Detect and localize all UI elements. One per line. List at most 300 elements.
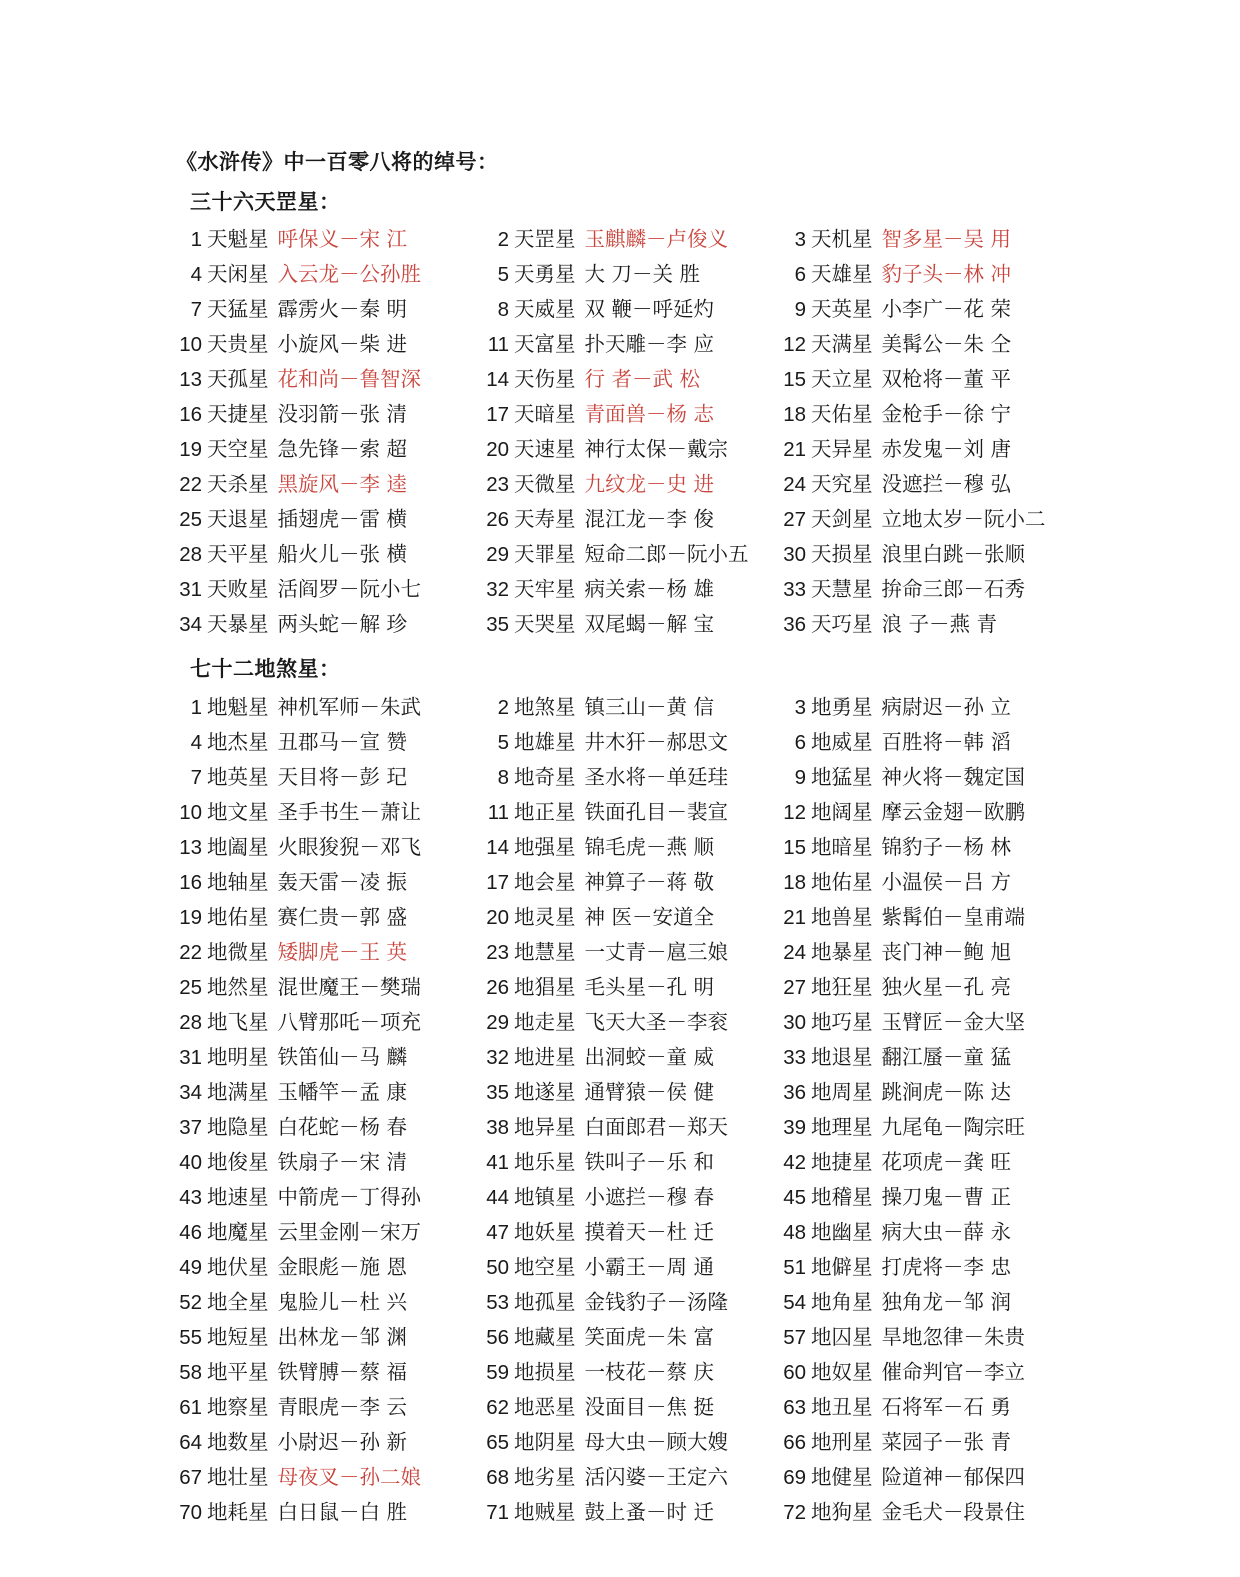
star-entry-nickname: 铁臂膊－蔡 福 — [277, 1359, 408, 1384]
star-entry — [483, 537, 749, 572]
star-entry-nickname: 浪里白跳－张顺 — [881, 542, 1025, 567]
star-entry-starname: 地明星 — [207, 1044, 269, 1069]
star-entry-starname: 天富星 — [514, 332, 576, 357]
star-entry-starname: 地健星 — [811, 1464, 873, 1489]
star-entry-nickname: 病大虫－薛 永 — [881, 1219, 1012, 1244]
star-entry — [780, 935, 1011, 970]
star-row — [0, 607, 1240, 642]
star-entry — [176, 1180, 421, 1215]
star-entry-index: 1 — [190, 228, 202, 252]
star-entry-index: 1 — [190, 695, 202, 719]
star-entry-nickname: 催命判官－李立 — [881, 1359, 1025, 1384]
star-entry-index: 4 — [190, 263, 202, 287]
star-row — [0, 935, 1240, 970]
star-entry-index: 28 — [179, 543, 202, 567]
star-entry-starname: 地暗星 — [811, 834, 873, 859]
star-entry — [176, 865, 407, 900]
star-row — [0, 1390, 1240, 1425]
star-entry-nickname: 铁叫子－乐 和 — [584, 1149, 715, 1174]
star-entry-nickname: 双枪将－董 平 — [881, 367, 1012, 392]
star-entry-index: 64 — [179, 1430, 202, 1454]
star-entry-index: 32 — [486, 1045, 509, 1069]
star-entry-index: 19 — [179, 905, 202, 929]
star-entry-index: 33 — [783, 1045, 806, 1069]
star-entry — [483, 1425, 728, 1460]
star-row — [0, 292, 1240, 327]
star-entry-index: 9 — [794, 765, 806, 789]
star-entry-starname: 天空星 — [207, 437, 269, 462]
star-entry — [483, 795, 728, 830]
star-entry-starname: 天平星 — [207, 542, 269, 567]
star-entry — [176, 222, 407, 257]
star-entry-starname: 天巧星 — [811, 612, 873, 637]
star-entry — [176, 725, 407, 760]
star-entry-index: 23 — [486, 473, 509, 497]
star-entry — [176, 1215, 421, 1250]
star-entry-starname: 地奴星 — [811, 1359, 873, 1384]
star-row — [0, 1285, 1240, 1320]
star-entry-index: 47 — [486, 1220, 509, 1244]
star-row — [0, 537, 1240, 572]
star-entry-index: 49 — [179, 1255, 202, 1279]
star-entry-starname: 地奇星 — [514, 764, 576, 789]
tiangang-star-list — [0, 222, 1240, 642]
star-entry-nickname: 智多星－吴 用 — [881, 227, 1012, 252]
star-entry-nickname: 浪 子－燕 青 — [881, 612, 998, 637]
star-entry-nickname: 八臂那吒－项充 — [277, 1009, 421, 1034]
star-entry-starname: 天捷星 — [207, 402, 269, 427]
star-entry-nickname: 独角龙－邹 润 — [881, 1289, 1012, 1314]
star-entry-nickname: 铁扇子－宋 清 — [277, 1149, 408, 1174]
star-entry-starname: 地佑星 — [207, 904, 269, 929]
star-entry — [780, 572, 1025, 607]
star-entry-starname: 地雄星 — [514, 729, 576, 754]
star-entry-index: 33 — [783, 578, 806, 602]
star-entry-nickname: 出洞蛟－童 威 — [584, 1044, 715, 1069]
star-entry — [780, 222, 1011, 257]
star-entry — [483, 1495, 714, 1530]
star-entry-starname: 地幽星 — [811, 1219, 873, 1244]
star-entry-index: 13 — [179, 368, 202, 392]
star-entry-index: 13 — [179, 835, 202, 859]
star-entry — [176, 572, 421, 607]
star-entry — [176, 362, 421, 397]
star-entry-index: 29 — [486, 1010, 509, 1034]
star-entry-nickname: 急先锋－索 超 — [277, 437, 408, 462]
star-entry — [780, 1145, 1011, 1180]
star-row — [0, 327, 1240, 362]
star-entry — [483, 1180, 714, 1215]
star-entry-starname: 天退星 — [207, 507, 269, 532]
star-entry-starname: 地阖星 — [207, 834, 269, 859]
star-entry — [780, 725, 1011, 760]
star-entry-starname: 天究星 — [811, 472, 873, 497]
star-entry-nickname: 神火将－魏定国 — [881, 764, 1025, 789]
star-row — [0, 257, 1240, 292]
star-entry-index: 32 — [486, 578, 509, 602]
star-entry-starname: 地耗星 — [207, 1499, 269, 1524]
star-entry-index: 17 — [486, 403, 509, 427]
star-entry-starname: 天威星 — [514, 297, 576, 322]
star-entry-starname: 地贼星 — [514, 1499, 576, 1524]
star-entry-starname: 地僻星 — [811, 1254, 873, 1279]
star-entry-starname: 地镇星 — [514, 1184, 576, 1209]
star-entry — [780, 467, 1011, 502]
star-entry-starname: 天剑星 — [811, 507, 873, 532]
star-entry-index: 7 — [190, 298, 202, 322]
star-entry — [483, 1355, 714, 1390]
star-entry-index: 30 — [783, 543, 806, 567]
star-entry — [176, 760, 407, 795]
star-entry-starname: 天孤星 — [207, 367, 269, 392]
star-entry-starname: 地灵星 — [514, 904, 576, 929]
star-entry-starname: 地慧星 — [514, 939, 576, 964]
star-entry-nickname: 飞天大圣－李衮 — [584, 1009, 728, 1034]
star-entry-starname: 天罪星 — [514, 542, 576, 567]
star-entry-starname: 天罡星 — [514, 227, 576, 252]
star-entry-nickname: 轰天雷－凌 振 — [277, 869, 408, 894]
star-entry-index: 68 — [486, 1465, 509, 1489]
star-entry-nickname: 短命二郎－阮小五 — [584, 542, 749, 567]
star-row — [0, 830, 1240, 865]
star-entry — [483, 935, 728, 970]
star-entry-nickname: 呼保义－宋 江 — [277, 227, 408, 252]
star-entry-index: 55 — [179, 1325, 202, 1349]
star-row — [0, 502, 1240, 537]
star-entry-index: 18 — [783, 870, 806, 894]
star-entry-nickname: 船火儿－张 横 — [277, 542, 408, 567]
star-entry-nickname: 中箭虎－丁得孙 — [277, 1184, 421, 1209]
star-entry-index: 70 — [179, 1500, 202, 1524]
star-entry-index: 28 — [179, 1010, 202, 1034]
star-entry-index: 5 — [497, 730, 509, 754]
star-row — [0, 1075, 1240, 1110]
star-entry-starname: 天贵星 — [207, 332, 269, 357]
star-entry-starname: 地俊星 — [207, 1149, 269, 1174]
star-entry-index: 27 — [783, 975, 806, 999]
star-entry-nickname: 母大虫－顾大嫂 — [584, 1429, 728, 1454]
star-entry-starname: 地空星 — [514, 1254, 576, 1279]
star-entry-index: 36 — [783, 1080, 806, 1104]
star-row — [0, 1215, 1240, 1250]
star-entry-starname: 天速星 — [514, 437, 576, 462]
star-entry-index: 26 — [486, 975, 509, 999]
star-entry-starname: 地理星 — [811, 1114, 873, 1139]
star-entry-starname: 地狗星 — [811, 1499, 873, 1524]
star-entry — [176, 1460, 421, 1495]
star-entry — [483, 1145, 714, 1180]
star-entry-nickname: 圣水将－单廷珪 — [584, 764, 728, 789]
star-entry-starname: 地察星 — [207, 1394, 269, 1419]
star-entry — [483, 1040, 714, 1075]
star-entry-starname: 天损星 — [811, 542, 873, 567]
star-entry-nickname: 美髯公－朱 仝 — [881, 332, 1012, 357]
star-entry-nickname: 白面郎君－郑天 — [584, 1114, 728, 1139]
star-entry-nickname: 神 医－安道全 — [584, 904, 715, 929]
star-entry-starname: 地壮星 — [207, 1464, 269, 1489]
star-entry — [780, 1215, 1011, 1250]
star-entry-nickname: 青面兽－杨 志 — [584, 402, 715, 427]
star-entry — [176, 1425, 407, 1460]
star-entry-starname: 地损星 — [514, 1359, 576, 1384]
star-entry-starname: 天寿星 — [514, 507, 576, 532]
star-entry — [780, 760, 1025, 795]
star-entry — [483, 1250, 714, 1285]
star-entry-nickname: 白日鼠－白 胜 — [277, 1499, 408, 1524]
star-entry-index: 43 — [179, 1185, 202, 1209]
star-entry-index: 67 — [179, 1465, 202, 1489]
star-entry-starname: 地英星 — [207, 764, 269, 789]
star-entry-nickname: 跳涧虎－陈 达 — [881, 1079, 1012, 1104]
star-entry-starname: 地飞星 — [207, 1009, 269, 1034]
star-entry-starname: 天暗星 — [514, 402, 576, 427]
star-entry-nickname: 行 者－武 松 — [584, 367, 701, 392]
star-entry-nickname: 黑旋风－李 逵 — [277, 472, 408, 497]
star-row — [0, 760, 1240, 795]
star-entry-nickname: 混江龙－李 俊 — [584, 507, 715, 532]
star-entry-nickname: 紫髯伯－皇甫端 — [881, 904, 1025, 929]
star-entry-index: 20 — [486, 905, 509, 929]
star-entry-nickname: 小遮拦－穆 春 — [584, 1184, 715, 1209]
star-entry-index: 22 — [179, 473, 202, 497]
star-entry-index: 50 — [486, 1255, 509, 1279]
star-entry — [483, 1285, 728, 1320]
star-entry-index: 52 — [179, 1290, 202, 1314]
star-entry-index: 8 — [497, 765, 509, 789]
star-entry — [780, 537, 1025, 572]
star-entry — [780, 795, 1025, 830]
star-entry — [176, 1390, 407, 1425]
star-entry — [780, 502, 1046, 537]
star-row — [0, 1425, 1240, 1460]
star-entry-index: 22 — [179, 940, 202, 964]
star-entry-nickname: 入云龙－公孙胜 — [277, 262, 421, 287]
star-entry-nickname: 小霸王－周 通 — [584, 1254, 715, 1279]
star-entry-starname: 地威星 — [811, 729, 873, 754]
star-row — [0, 432, 1240, 467]
star-entry-nickname: 矮脚虎－王 英 — [277, 939, 408, 964]
star-entry-starname: 地微星 — [207, 939, 269, 964]
star-entry-starname: 地勇星 — [811, 694, 873, 719]
star-entry — [176, 397, 407, 432]
star-entry-nickname: 毛头星－孔 明 — [584, 974, 715, 999]
star-entry-nickname: 出林龙－邹 渊 — [277, 1324, 408, 1349]
star-entry — [483, 1390, 714, 1425]
star-entry-index: 41 — [486, 1150, 509, 1174]
star-entry — [176, 432, 407, 467]
star-entry-starname: 地正星 — [514, 799, 576, 824]
star-entry-index: 65 — [486, 1430, 509, 1454]
star-entry-starname: 地兽星 — [811, 904, 873, 929]
star-entry-nickname: 豹子头－林 冲 — [881, 262, 1012, 287]
star-entry-nickname: 鼓上蚤－时 迁 — [584, 1499, 715, 1524]
star-row — [0, 397, 1240, 432]
star-entry-nickname: 锦毛虎－燕 顺 — [584, 834, 715, 859]
star-entry-index: 35 — [486, 613, 509, 637]
star-entry-index: 37 — [179, 1115, 202, 1139]
star-entry — [780, 865, 1011, 900]
star-entry-index: 10 — [179, 800, 202, 824]
star-entry-index: 31 — [179, 578, 202, 602]
star-entry — [483, 690, 714, 725]
star-entry-starname: 天魁星 — [207, 227, 269, 252]
star-entry-starname: 地满星 — [207, 1079, 269, 1104]
star-row — [0, 362, 1240, 397]
star-entry-starname: 地周星 — [811, 1079, 873, 1104]
star-entry — [483, 327, 714, 362]
star-entry — [780, 1320, 1025, 1355]
star-entry-nickname: 病关索－杨 雄 — [584, 577, 715, 602]
star-row — [0, 572, 1240, 607]
star-entry — [483, 830, 714, 865]
star-entry — [176, 1075, 407, 1110]
star-entry-index: 39 — [783, 1115, 806, 1139]
star-entry-nickname: 没面目－焦 挺 — [584, 1394, 715, 1419]
star-entry — [176, 830, 421, 865]
star-entry-starname: 地异星 — [514, 1114, 576, 1139]
star-entry — [176, 1495, 407, 1530]
star-entry — [483, 362, 700, 397]
star-entry — [483, 432, 728, 467]
star-entry-index: 71 — [486, 1500, 509, 1524]
star-entry — [780, 1110, 1025, 1145]
star-row — [0, 1180, 1240, 1215]
star-entry-index: 56 — [486, 1325, 509, 1349]
star-entry-index: 16 — [179, 403, 202, 427]
star-entry-nickname: 独火星－孔 亮 — [881, 974, 1012, 999]
star-entry-index: 12 — [783, 333, 806, 357]
star-entry — [483, 1320, 714, 1355]
star-row — [0, 222, 1240, 257]
star-entry-starname: 地进星 — [514, 1044, 576, 1069]
star-entry-nickname: 母夜叉－孙二娘 — [277, 1464, 421, 1489]
star-entry — [176, 292, 407, 327]
star-entry-starname: 天微星 — [514, 472, 576, 497]
star-entry-nickname: 险道神－郁保四 — [881, 1464, 1025, 1489]
star-entry-index: 2 — [497, 695, 509, 719]
star-entry — [176, 970, 421, 1005]
star-entry — [780, 327, 1011, 362]
star-entry-nickname: 铁面孔目－裴宣 — [584, 799, 728, 824]
disha-star-list — [0, 690, 1240, 1530]
star-entry-index: 66 — [783, 1430, 806, 1454]
star-entry — [780, 257, 1011, 292]
star-entry-starname: 地丑星 — [811, 1394, 873, 1419]
star-entry — [780, 432, 1011, 467]
star-entry-starname: 天英星 — [811, 297, 873, 322]
star-entry-nickname: 花和尚－鲁智深 — [277, 367, 421, 392]
star-entry-index: 35 — [486, 1080, 509, 1104]
star-entry-index: 10 — [179, 333, 202, 357]
star-entry — [176, 1110, 407, 1145]
star-entry-nickname: 立地太岁－阮小二 — [881, 507, 1046, 532]
star-entry — [483, 760, 728, 795]
section-heading-tiangang: 三十六天罡星： — [190, 190, 341, 215]
star-entry — [176, 467, 407, 502]
star-entry-index: 34 — [179, 1080, 202, 1104]
star-entry-nickname: 笑面虎－朱 富 — [584, 1324, 715, 1349]
star-entry-starname: 地煞星 — [514, 694, 576, 719]
star-entry-nickname: 两头蛇－解 珍 — [277, 612, 408, 637]
star-entry-nickname: 丑郡马－宣 赞 — [277, 729, 408, 754]
star-entry-starname: 地数星 — [207, 1429, 269, 1454]
star-entry-nickname: 病尉迟－孙 立 — [881, 694, 1012, 719]
star-entry — [780, 1460, 1025, 1495]
star-entry-nickname: 通臂猿－侯 健 — [584, 1079, 715, 1104]
star-entry-starname: 地猛星 — [811, 764, 873, 789]
page-title: 《水浒传》中一百零八将的绰号： — [176, 150, 499, 174]
star-entry-nickname: 大 刀－关 胜 — [584, 262, 701, 287]
star-entry-starname: 地巧星 — [811, 1009, 873, 1034]
star-entry — [780, 1250, 1011, 1285]
star-entry-nickname: 摩云金翅－欧鹏 — [881, 799, 1025, 824]
star-entry-nickname: 神行太保－戴宗 — [584, 437, 728, 462]
star-entry-starname: 天伤星 — [514, 367, 576, 392]
star-entry — [483, 222, 728, 257]
star-entry — [483, 397, 714, 432]
star-entry-nickname: 扑天雕－李 应 — [584, 332, 715, 357]
star-entry-index: 21 — [783, 438, 806, 462]
star-entry-nickname: 拚命三郎－石秀 — [881, 577, 1025, 602]
star-entry-starname: 地藏星 — [514, 1324, 576, 1349]
star-entry-index: 24 — [783, 940, 806, 964]
star-entry-starname: 地走星 — [514, 1009, 576, 1034]
star-entry — [176, 1355, 407, 1390]
star-entry-nickname: 打虎将－李 忠 — [881, 1254, 1012, 1279]
star-entry-nickname: 小李广－花 荣 — [881, 297, 1012, 322]
star-entry-starname: 天杀星 — [207, 472, 269, 497]
star-entry-nickname: 翻江蜃－童 猛 — [881, 1044, 1012, 1069]
star-entry-starname: 地阴星 — [514, 1429, 576, 1454]
star-entry-index: 53 — [486, 1290, 509, 1314]
star-entry-nickname: 双尾蝎－解 宝 — [584, 612, 715, 637]
star-entry-nickname: 镇三山－黄 信 — [584, 694, 715, 719]
star-entry-index: 27 — [783, 508, 806, 532]
star-entry-index: 6 — [794, 730, 806, 754]
star-entry — [176, 1005, 421, 1040]
star-entry-nickname: 一枝花－蔡 庆 — [584, 1359, 715, 1384]
star-entry-index: 3 — [794, 228, 806, 252]
star-entry — [176, 1320, 407, 1355]
star-entry — [483, 257, 700, 292]
star-row — [0, 725, 1240, 760]
star-entry-index: 3 — [794, 695, 806, 719]
star-entry-starname: 地魔星 — [207, 1219, 269, 1244]
star-entry — [176, 1285, 407, 1320]
star-entry-starname: 地杰星 — [207, 729, 269, 754]
star-entry-nickname: 云里金刚－宋万 — [277, 1219, 421, 1244]
star-entry — [780, 1005, 1025, 1040]
star-entry-starname: 天雄星 — [811, 262, 873, 287]
star-row — [0, 1250, 1240, 1285]
star-entry-nickname: 没遮拦－穆 弘 — [881, 472, 1012, 497]
star-entry — [483, 1215, 714, 1250]
star-entry — [176, 795, 421, 830]
star-entry-starname: 地退星 — [811, 1044, 873, 1069]
star-entry-starname: 地佑星 — [811, 869, 873, 894]
star-entry-index: 2 — [497, 228, 509, 252]
star-entry-nickname: 双 鞭－呼延灼 — [584, 297, 715, 322]
star-row — [0, 1320, 1240, 1355]
star-entry — [176, 1040, 407, 1075]
star-row — [0, 795, 1240, 830]
star-entry-index: 38 — [486, 1115, 509, 1139]
star-entry-index: 12 — [783, 800, 806, 824]
star-entry-nickname: 旱地忽律－朱贵 — [881, 1324, 1025, 1349]
star-entry — [780, 1180, 1011, 1215]
star-entry-starname: 地魁星 — [207, 694, 269, 719]
star-entry-index: 5 — [497, 263, 509, 287]
